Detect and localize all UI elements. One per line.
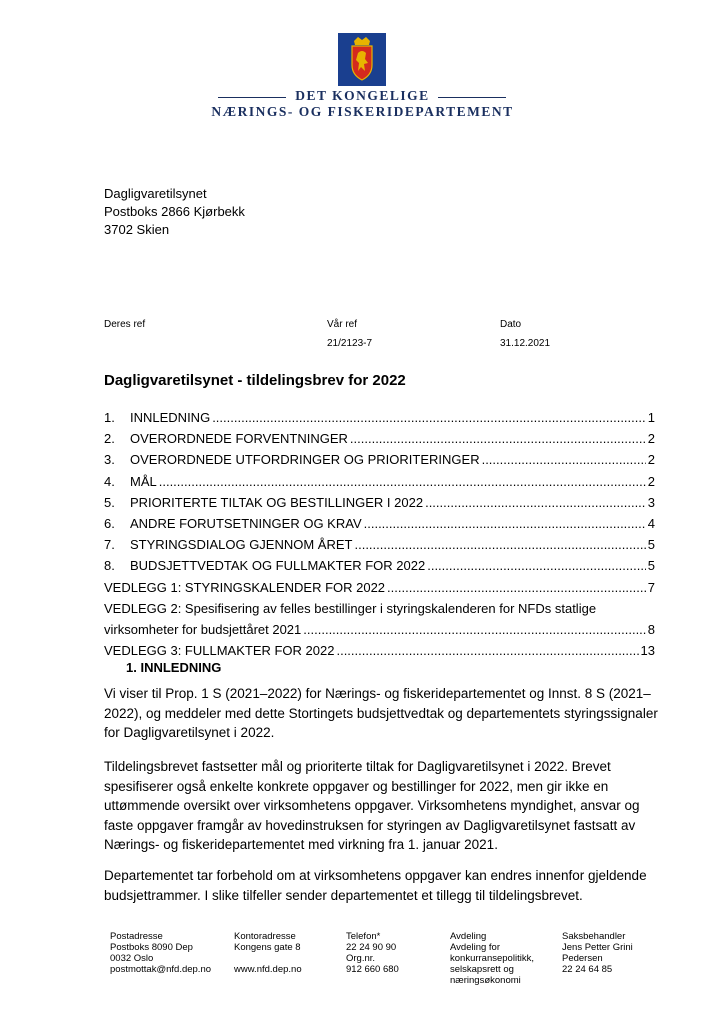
toc-entry-label: VEDLEGG 3: FULLMAKTER FOR 2022 xyxy=(104,643,335,659)
toc-entry-number: 3. xyxy=(104,452,115,468)
toc-entry-label: ANDRE FORUTSETNINGER OG KRAV xyxy=(130,515,362,531)
toc-entry-number: 8. xyxy=(104,558,115,574)
toc-dot-leader xyxy=(354,537,645,552)
toc-entry-page: 1 xyxy=(647,410,655,425)
paragraph-2: Tildelingsbrevet fastsetter mål og prioriterte tiltak for Dagligvaretilsynet i 2022. Brevet spesifiserer også enkelte konkrete oppgaver og bestillinger for 2022, men gir ikke en uttømmende oversikt over virksomhetens oppgaver. Virksomhetens myndighet, ansvar og faste oppgaver framgår av hovedinstruksen for styringen av Dagligvaretilsynet fastsatt av Nærings- og fiskeridepartementet med virkning fra 1. januar 2021. xyxy=(104,759,640,852)
toc-entry-label: MÅL xyxy=(130,473,157,489)
toc-entry-number: 7. xyxy=(104,537,115,553)
var-ref-label: Vår ref xyxy=(327,319,358,330)
toc-dot-leader xyxy=(336,643,638,658)
toc-entry-label: BUDSJETTVEDTAK OG FULLMAKTER FOR 2022 xyxy=(130,558,426,574)
toc-entry-page: 5 xyxy=(647,558,655,574)
footer-label: Postadresse xyxy=(110,931,163,942)
toc-entry-page: 2 xyxy=(647,452,655,468)
toc-entry-label: virksomheter for budsjettåret 2021 xyxy=(104,621,302,637)
deres-ref-label: Deres ref xyxy=(104,319,146,330)
footer-line: Kongens gate 8 xyxy=(234,942,301,953)
toc-entry[interactable] xyxy=(104,537,655,558)
footer-line: 22 24 64 85 xyxy=(562,964,613,975)
toc-entry-label: VEDLEGG 2: Spesifisering av felles bestillinger i styringskalenderen for NFDs statlige xyxy=(104,600,597,616)
header-rule-left xyxy=(218,97,286,98)
footer-line: Avdeling for xyxy=(450,942,500,953)
toc-entry[interactable] xyxy=(104,474,655,495)
toc-entry-number: 2. xyxy=(104,431,115,447)
toc-entry-page: 2 xyxy=(647,431,655,447)
footer-label: Saksbehandler xyxy=(562,931,626,942)
footer-telefon xyxy=(346,931,399,975)
toc-dot-leader xyxy=(159,474,646,489)
toc-entry-number: 6. xyxy=(104,515,115,531)
toc-entry-label: OVERORDNEDE FORVENTNINGER xyxy=(130,431,348,447)
toc-entry[interactable] xyxy=(104,495,655,516)
toc-entry-page: 7 xyxy=(647,579,655,595)
footer-line: 22 24 90 90 xyxy=(346,942,397,953)
toc-entry-page: 5 xyxy=(647,537,655,553)
recipient-name: Dagligvaretilsynet xyxy=(104,186,207,201)
footer-label: Telefon* xyxy=(346,931,381,942)
paragraph-3: Departementet tar forbehold om at virksomhetens oppgaver kan endres innenfor gjeldende budsjettrammer. I slike tilfeller sender departementet et tillegg til tildelingsbrevet. xyxy=(104,868,647,903)
toc-dot-leader xyxy=(212,410,646,425)
footer-line: 0032 Oslo xyxy=(110,953,154,964)
var-ref-value: 21/2123-7 xyxy=(327,338,373,349)
toc-entry[interactable] xyxy=(104,580,655,601)
toc-entry-page: 4 xyxy=(647,515,655,531)
footer-line: Pedersen xyxy=(562,953,603,964)
footer-line: selskapsrett og xyxy=(450,964,514,975)
footer-website: www.nfd.dep.no xyxy=(234,964,302,975)
footer-line xyxy=(234,953,302,964)
toc-entry-label: STYRINGSDIALOG GJENNOM ÅRET xyxy=(130,537,353,553)
footer-avdeling xyxy=(450,931,534,986)
toc-dot-leader xyxy=(364,516,646,531)
footer-line: Postboks 8090 Dep xyxy=(110,942,193,953)
footer-line: næringsøkonomi xyxy=(450,975,521,986)
footer-line: 912 660 680 xyxy=(346,964,399,975)
footer-saksbehandler xyxy=(562,931,633,975)
toc-entry-page: 13 xyxy=(640,643,655,659)
toc-entry-label: OVERORDNEDE UTFORDRINGER OG PRIORITERINGER xyxy=(130,452,480,468)
footer-line: Org.nr. xyxy=(346,953,376,964)
toc-entry-label: VEDLEGG 1: STYRINGSKALENDER FOR 2022 xyxy=(104,579,386,595)
toc-entry[interactable] xyxy=(104,558,655,579)
toc-entry-number: 1. xyxy=(104,410,115,425)
toc-dot-leader xyxy=(425,495,646,510)
toc-entry-page: 3 xyxy=(647,494,655,510)
footer-label: Kontoradresse xyxy=(234,931,296,942)
footer-email: postmottak@nfd.dep.no xyxy=(110,964,212,975)
toc-entry[interactable] xyxy=(104,452,655,473)
coat-of-arms-icon xyxy=(338,33,386,86)
toc-entry-page: 2 xyxy=(647,473,655,489)
toc-entry-page: 8 xyxy=(647,621,655,637)
date-label: Dato xyxy=(500,319,522,330)
toc-entry-number: 4. xyxy=(104,473,115,489)
section-heading: 1. INNLEDNING xyxy=(126,660,222,675)
recipient-block xyxy=(104,185,245,239)
ministry-name-line2: NÆRINGS- OG FISKERIDEPARTEMENT xyxy=(211,104,514,119)
table-of-contents xyxy=(104,410,655,664)
recipient-city: 3702 Skien xyxy=(104,222,170,237)
toc-dot-leader xyxy=(303,622,645,637)
toc-dot-leader xyxy=(427,558,646,573)
date-value: 31.12.2021 xyxy=(500,338,551,349)
paragraph-1: Vi viser til Prop. 1 S (2021–2022) for Nærings- og fiskeridepartementet og Innst. 8 S (2021–2022), og meddeler med dette Stortingets budsjettvedtak og departementets styringssignaler for Dagligvaretilsynet i 2022. xyxy=(104,686,658,740)
header-rule-right xyxy=(438,97,506,98)
toc-entry-number: 5. xyxy=(104,494,115,510)
toc-entry[interactable] xyxy=(104,601,655,622)
toc-entry-label: INNLEDNING xyxy=(130,410,211,425)
footer-line: konkurransepolitikk, xyxy=(450,953,534,964)
document-title: Dagligvaretilsynet - tildelingsbrev for 2022 xyxy=(104,372,406,389)
footer-line: Jens Petter Grini xyxy=(562,942,633,953)
toc-dot-leader xyxy=(350,431,646,446)
toc-dot-leader xyxy=(387,580,646,595)
recipient-address: Postboks 2866 Kjørbekk xyxy=(104,204,245,219)
toc-entry[interactable] xyxy=(104,622,655,643)
footer-kontoradresse xyxy=(234,931,302,975)
footer-postadresse xyxy=(110,931,211,975)
toc-entry[interactable] xyxy=(104,516,655,537)
toc-entry[interactable] xyxy=(104,431,655,452)
toc-entry-label: PRIORITERTE TILTAK OG BESTILLINGER I 2022 xyxy=(130,494,424,510)
toc-dot-leader xyxy=(482,452,646,467)
ministry-name-line1: DET KONGELIGE xyxy=(295,88,430,103)
footer-label: Avdeling xyxy=(450,931,487,942)
toc-entry[interactable] xyxy=(104,410,655,431)
